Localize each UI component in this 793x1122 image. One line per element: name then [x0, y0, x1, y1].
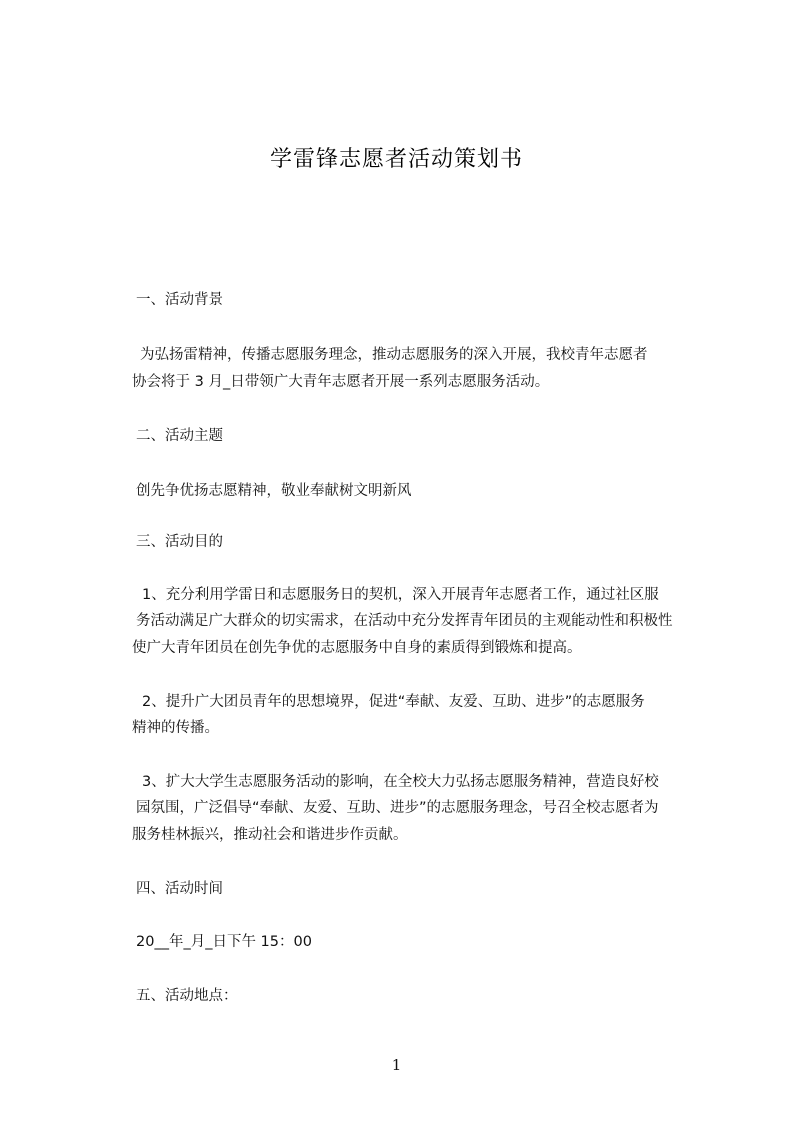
paragraph-line: 园氛围，广泛倡导“奉献、友爱、互助、进步”的志愿服务理念，号召全校志愿者为	[136, 800, 659, 816]
paragraph-line: 20__年_月_日下午 15：00	[136, 934, 312, 950]
paragraph-line: 1、充分利用学雷日和志愿服务日的契机，深入开展青年志愿者工作，通过社区服	[142, 587, 659, 603]
section-heading-theme	[136, 423, 716, 449]
page-number: 1	[391, 1056, 402, 1074]
paragraph-line: 为弘扬雷精神，传播志愿服务理念，推动志愿服务的深入开展，我校青年志愿者	[140, 347, 648, 363]
paragraph-line: 服务桂林振兴，推动社会和谐进步作贡献。	[132, 827, 408, 843]
paragraph-line: 3、扩大大学生志愿服务活动的影响，在全校大力弘扬志愿服务精神，营造良好校	[142, 774, 659, 790]
paragraph-line: 协会将于 3 月_日带领广大青年志愿者开展一系列志愿服务活动。	[132, 374, 550, 390]
section-body-background-cont	[132, 369, 712, 395]
heading-text: 四、活动时间	[136, 881, 223, 897]
paragraph-line: 务活动满足广大群众的切实需求，在活动中充分发挥青年团员的主观能动性和积极性	[136, 613, 673, 629]
section-heading-location	[136, 983, 716, 1009]
purpose-item-2-cont	[132, 715, 712, 741]
paragraph-line: 精神的传播。	[132, 720, 219, 736]
purpose-item-3-cont2	[132, 822, 712, 848]
section-body-time	[136, 929, 716, 955]
document-title: 学雷锋志愿者活动策划书	[269, 147, 523, 172]
heading-text: 五、活动地点：	[136, 988, 238, 1004]
paragraph-line: 使广大青年团员在创先争优的志愿服务中自身的素质得到锻炼和提高。	[132, 640, 582, 656]
paragraph-line: 创先争优扬志愿精神，敬业奉献树文明新风	[136, 483, 412, 499]
purpose-item-1-cont	[136, 608, 716, 634]
section-heading-purpose	[136, 529, 716, 555]
heading-text: 一、活动背景	[136, 292, 223, 308]
purpose-item-2	[142, 689, 722, 715]
heading-text: 二、活动主题	[136, 428, 223, 444]
purpose-item-1-cont2	[132, 635, 712, 661]
purpose-item-3	[142, 769, 722, 795]
section-heading-time	[136, 876, 716, 902]
section-body-theme	[136, 478, 716, 504]
section-body-background	[140, 342, 720, 368]
heading-text: 三、活动目的	[136, 534, 223, 550]
purpose-item-3-cont	[136, 795, 716, 821]
paragraph-line: 2、提升广大团员青年的思想境界，促进“奉献、友爱、互助、进步”的志愿服务	[142, 694, 645, 710]
purpose-item-1	[142, 582, 722, 608]
section-heading-background	[136, 287, 716, 313]
